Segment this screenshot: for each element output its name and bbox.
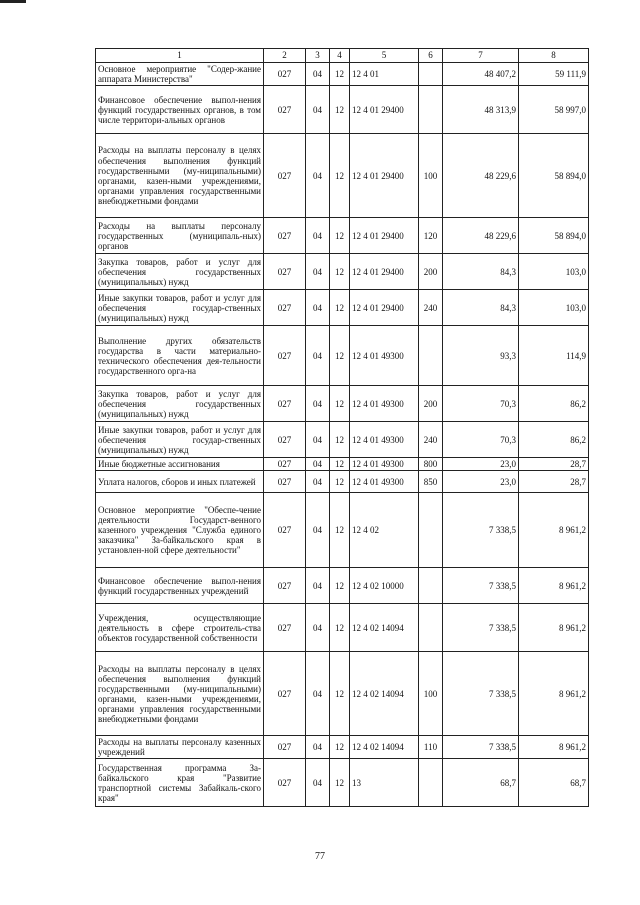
expense-type-cell: [419, 493, 443, 568]
expense-type-cell: 200: [419, 386, 443, 422]
row-description-cell: Государственная программа За-байкальского края "Развитие транспортной системы Забайкаль-ского края": [96, 759, 264, 807]
amount-2021-cell: 114,9: [519, 326, 589, 386]
header-cell: 1: [96, 49, 264, 63]
subsection-cell: 12: [330, 604, 350, 652]
admin-code-cell: 027: [264, 493, 306, 568]
target-article-cell: 12 4 01: [350, 63, 419, 86]
table-row: [96, 422, 589, 458]
subsection-cell: 12: [330, 86, 350, 134]
amount-2020-cell: 70,3: [443, 386, 519, 422]
admin-code-cell: 027: [264, 218, 306, 254]
subsection-cell: 12: [330, 290, 350, 326]
admin-code-cell: 027: [264, 63, 306, 86]
table-row: [96, 604, 589, 652]
amount-2020-cell: 48 229,6: [443, 218, 519, 254]
amount-2020-cell: 93,3: [443, 326, 519, 386]
target-article-cell: 12 4 01 49300: [350, 422, 419, 458]
row-description-cell: Закупка товаров, работ и услуг для обеспечения государственных (муниципальных) нужд: [96, 386, 264, 422]
target-article-cell: 12 4 01 49300: [350, 326, 419, 386]
subsection-cell: 12: [330, 471, 350, 493]
admin-code-cell: 027: [264, 604, 306, 652]
admin-code-cell: 027: [264, 326, 306, 386]
amount-2020-cell: 23,0: [443, 458, 519, 471]
subsection-cell: 12: [330, 736, 350, 759]
row-description-cell: Иные бюджетные ассигнования: [96, 458, 264, 471]
header-cell: 7: [443, 49, 519, 63]
header-cell: 5: [350, 49, 419, 63]
subsection-cell: 12: [330, 652, 350, 736]
amount-2021-cell: 103,0: [519, 290, 589, 326]
section-cell: 04: [306, 471, 330, 493]
row-description-cell: Расходы на выплаты персоналу в целях обеспечения выполнения функций государственными (му-ниципальными) органами, казен-ными учреждениями, органами управления государственными внебюджетными фондами: [96, 652, 264, 736]
row-description-cell: Расходы на выплаты персоналу казенных учреждений: [96, 736, 264, 759]
section-cell: 04: [306, 290, 330, 326]
expense-type-cell: 200: [419, 254, 443, 290]
section-cell: 04: [306, 86, 330, 134]
target-article-cell: 12 4 02 10000: [350, 568, 419, 604]
amount-2020-cell: 84,3: [443, 290, 519, 326]
amount-2020-cell: 7 338,5: [443, 736, 519, 759]
table-row: [96, 86, 589, 134]
row-description-cell: Учреждения, осуществляющие деятельность в сфере строитель-ства объектов государственной собственности: [96, 604, 264, 652]
amount-2021-cell: 8 961,2: [519, 568, 589, 604]
target-article-cell: 12 4 01 29400: [350, 254, 419, 290]
admin-code-cell: 027: [264, 759, 306, 807]
expense-type-cell: 240: [419, 290, 443, 326]
section-cell: 04: [306, 493, 330, 568]
amount-2021-cell: 8 961,2: [519, 604, 589, 652]
expense-type-cell: [419, 326, 443, 386]
amount-2020-cell: 7 338,5: [443, 652, 519, 736]
target-article-cell: 12 4 01 49300: [350, 471, 419, 493]
amount-2020-cell: 70,3: [443, 422, 519, 458]
section-cell: 04: [306, 386, 330, 422]
amount-2020-cell: 84,3: [443, 254, 519, 290]
target-article-cell: 12 4 01 49300: [350, 386, 419, 422]
section-cell: 04: [306, 63, 330, 86]
table-row: [96, 736, 589, 759]
expense-type-cell: [419, 86, 443, 134]
subsection-cell: 12: [330, 422, 350, 458]
section-cell: 04: [306, 652, 330, 736]
header-cell: 6: [419, 49, 443, 63]
subsection-cell: 12: [330, 134, 350, 218]
table-row: [96, 290, 589, 326]
amount-2021-cell: 68,7: [519, 759, 589, 807]
table-header-row: [96, 49, 589, 63]
admin-code-cell: 027: [264, 652, 306, 736]
amount-2021-cell: 86,2: [519, 386, 589, 422]
table-row: [96, 218, 589, 254]
amount-2020-cell: 68,7: [443, 759, 519, 807]
row-description-cell: Иные закупки товаров, работ и услуг для обеспечения государ-ственных (муниципальных) нужд: [96, 422, 264, 458]
amount-2021-cell: 86,2: [519, 422, 589, 458]
table-row: [96, 386, 589, 422]
amount-2021-cell: 8 961,2: [519, 736, 589, 759]
expense-type-cell: [419, 759, 443, 807]
admin-code-cell: 027: [264, 471, 306, 493]
amount-2020-cell: 48 313,9: [443, 86, 519, 134]
admin-code-cell: 027: [264, 254, 306, 290]
section-cell: 04: [306, 326, 330, 386]
table-row: [96, 326, 589, 386]
header-cell: 8: [519, 49, 589, 63]
amount-2021-cell: 59 111,9: [519, 63, 589, 86]
amount-2021-cell: 8 961,2: [519, 493, 589, 568]
table-row: [96, 471, 589, 493]
expense-type-cell: [419, 568, 443, 604]
amount-2020-cell: 7 338,5: [443, 604, 519, 652]
section-cell: 04: [306, 422, 330, 458]
subsection-cell: 12: [330, 493, 350, 568]
expense-type-cell: 850: [419, 471, 443, 493]
row-description-cell: Финансовое обеспечение выпол-нения функций государственных органов, в том числе территори-альных органов: [96, 86, 264, 134]
amount-2020-cell: 48 229,6: [443, 134, 519, 218]
target-article-cell: 12 4 01 29400: [350, 218, 419, 254]
target-article-cell: 12 4 02 14094: [350, 604, 419, 652]
target-article-cell: 12 4 01 29400: [350, 134, 419, 218]
section-cell: 04: [306, 759, 330, 807]
section-cell: 04: [306, 134, 330, 218]
expense-type-cell: 110: [419, 736, 443, 759]
subsection-cell: 12: [330, 568, 350, 604]
subsection-cell: 12: [330, 63, 350, 86]
subsection-cell: 12: [330, 386, 350, 422]
amount-2021-cell: 58 894,0: [519, 218, 589, 254]
target-article-cell: 12 4 02 14094: [350, 736, 419, 759]
table-row: [96, 759, 589, 807]
amount-2021-cell: 8 961,2: [519, 652, 589, 736]
amount-2021-cell: 103,0: [519, 254, 589, 290]
row-description-cell: Расходы на выплаты персоналу государственных (муниципаль-ных) органов: [96, 218, 264, 254]
section-cell: 04: [306, 736, 330, 759]
table-row: [96, 458, 589, 471]
admin-code-cell: 027: [264, 134, 306, 218]
section-cell: 04: [306, 568, 330, 604]
row-description-cell: Уплата налогов, сборов и иных платежей: [96, 471, 264, 493]
row-description-cell: Иные закупки товаров, работ и услуг для обеспечения государ-ственных (муниципальных) нужд: [96, 290, 264, 326]
row-description-cell: Основное мероприятие "Обеспе-чение деятельности Государст-венного казенного учреждения "Служба единого заказчика" За-байкальского края в установлен-ной сфере деятельности": [96, 493, 264, 568]
admin-code-cell: 027: [264, 568, 306, 604]
section-cell: 04: [306, 458, 330, 471]
amount-2021-cell: 58 997,0: [519, 86, 589, 134]
row-description-cell: Финансовое обеспечение выпол-нения функций государственных учреждений: [96, 568, 264, 604]
header-cell: 2: [264, 49, 306, 63]
expense-type-cell: [419, 63, 443, 86]
section-cell: 04: [306, 218, 330, 254]
target-article-cell: 13: [350, 759, 419, 807]
expense-type-cell: 100: [419, 134, 443, 218]
amount-2020-cell: 7 338,5: [443, 493, 519, 568]
amount-2021-cell: 58 894,0: [519, 134, 589, 218]
admin-code-cell: 027: [264, 458, 306, 471]
target-article-cell: 12 4 01 29400: [350, 290, 419, 326]
amount-2020-cell: 23,0: [443, 471, 519, 493]
subsection-cell: 12: [330, 218, 350, 254]
admin-code-cell: 027: [264, 86, 306, 134]
row-description-cell: Расходы на выплаты персоналу в целях обеспечения выполнения функций государственными (му-ниципальными) органами, казен-ными учреждениями, органами управления государственными внебюджетными фондами: [96, 134, 264, 218]
admin-code-cell: 027: [264, 290, 306, 326]
table-row: [96, 63, 589, 86]
target-article-cell: 12 4 01 49300: [350, 458, 419, 471]
table-row: [96, 134, 589, 218]
amount-2021-cell: 28,7: [519, 458, 589, 471]
target-article-cell: 12 4 01 29400: [350, 86, 419, 134]
row-description-cell: Закупка товаров, работ и услуг для обеспечения государственных (муниципальных) нужд: [96, 254, 264, 290]
expense-type-cell: [419, 604, 443, 652]
amount-2020-cell: 48 407,2: [443, 63, 519, 86]
table-row: [96, 493, 589, 568]
header-cell: 3: [306, 49, 330, 63]
target-article-cell: 12 4 02 14094: [350, 652, 419, 736]
table-row: [96, 568, 589, 604]
table-row: [96, 254, 589, 290]
expense-type-cell: 800: [419, 458, 443, 471]
row-description-cell: Выполнение других обязательств государства в части материально-технического обеспечения дея-тельности государственного орга-на: [96, 326, 264, 386]
target-article-cell: 12 4 02: [350, 493, 419, 568]
section-cell: 04: [306, 254, 330, 290]
budget-table: [95, 48, 589, 807]
amount-2021-cell: 28,7: [519, 471, 589, 493]
subsection-cell: 12: [330, 458, 350, 471]
amount-2020-cell: 7 338,5: [443, 568, 519, 604]
subsection-cell: 12: [330, 759, 350, 807]
admin-code-cell: 027: [264, 422, 306, 458]
expense-type-cell: 120: [419, 218, 443, 254]
subsection-cell: 12: [330, 254, 350, 290]
row-description-cell: Основное мероприятие "Содер-жание аппарата Министерства": [96, 63, 264, 86]
page-number: 77: [315, 851, 325, 862]
admin-code-cell: 027: [264, 736, 306, 759]
admin-code-cell: 027: [264, 386, 306, 422]
scan-edge-mark: [0, 0, 26, 3]
header-cell: 4: [330, 49, 350, 63]
expense-type-cell: 240: [419, 422, 443, 458]
subsection-cell: 12: [330, 326, 350, 386]
table-row: [96, 652, 589, 736]
section-cell: 04: [306, 604, 330, 652]
expense-type-cell: 100: [419, 652, 443, 736]
